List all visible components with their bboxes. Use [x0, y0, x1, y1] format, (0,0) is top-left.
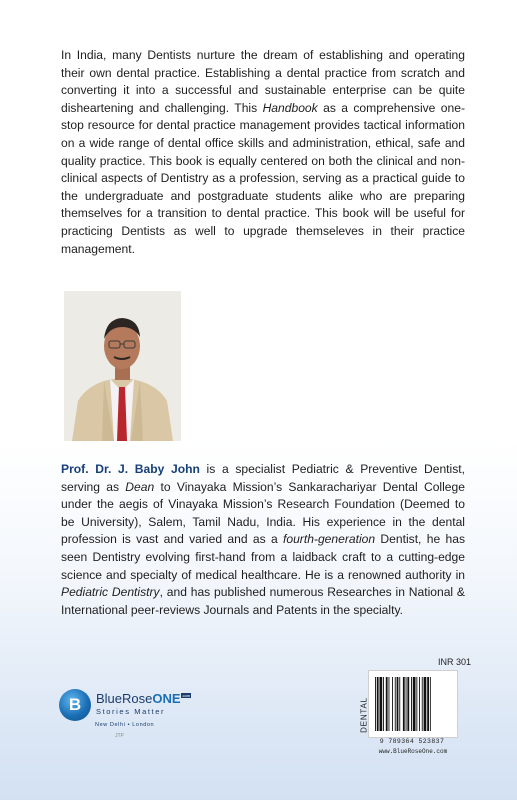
blurb-handbook-word: Handbook [262, 100, 318, 115]
small-mark: JTP [115, 733, 124, 739]
author-title-dean: Dean [125, 479, 155, 494]
publisher-name-part-a: BlueRose [96, 691, 153, 706]
price-label: INR 301 [438, 657, 472, 667]
blurb-text-1: In India, many Dentists nurture the dream of establishing and operating their own dental practice. Establishing a dental practice from scratch and converting it into a successful and sustainable enterprise can be quite disheartening and challenging. This [61, 48, 465, 115]
isbn-number: 9 789364 523837 [379, 738, 445, 745]
author-specialty: Pediatric Dentistry [61, 585, 160, 600]
blurb-text-2: as a comprehensive one-stop resource for dental practice management provides tactical information on a wide range of dental office skills and administration, ethical, safe and quality practice. This book is equally centered on both the clinical and non-clinical aspects of Dentistry as a profession, serving as a practical guide to the undergraduate and postgraduate students alike who are preparing themselves for a transition to dental practice. This book will be useful for practicing Dentists as well to upgrade themseleves in their practice management. [61, 100, 465, 256]
publisher-name [96, 691, 191, 706]
publisher-badge: .com [181, 693, 191, 698]
back-cover-blurb [61, 47, 465, 258]
isbn-barcode [368, 670, 458, 738]
publisher-cities: New Delhi • London [95, 722, 155, 728]
publisher-logo-icon [59, 689, 91, 721]
author-name: Prof. Dr. J. Baby John [61, 462, 200, 476]
publisher-name-part-b: ONE [152, 691, 181, 706]
category-text: DENTAL [359, 697, 369, 733]
publisher-logo-letter: B [68, 695, 82, 714]
author-portrait-icon [64, 291, 181, 441]
publisher-tagline: Stories Matter [96, 707, 166, 716]
author-bio-text-3: Dentist, he has seen Dentistry evolving first-hand from a laidback craft to a cutting-edge science and specialty of medical healthcare. He is a renowned authority in [61, 532, 465, 582]
author-fourth-generation: fourth-generation [283, 532, 376, 547]
barcode-icon [375, 677, 451, 731]
author-bio-text-4: , and has published numerous Researches in National & International peer-reviews Journals and Patents in the specialty. [61, 585, 465, 617]
author-photo [64, 291, 181, 441]
author-bio [61, 461, 465, 619]
publisher-block [59, 689, 219, 729]
author-bio-text-2: to Vinayaka Mission’s Sankarachariyar Dental College under the aegis of Vinayaka Mission’s Research Foundation (Deemed to be University), Salem, Tamil Nadu, India. His experience in the dental profession is vast and varied and as a [61, 479, 465, 547]
publisher-website: www.BlueRoseOne.com [378, 748, 448, 755]
author-bio-text-1: is a specialist Pediatric & Preventive Dentist, serving as [61, 462, 465, 494]
